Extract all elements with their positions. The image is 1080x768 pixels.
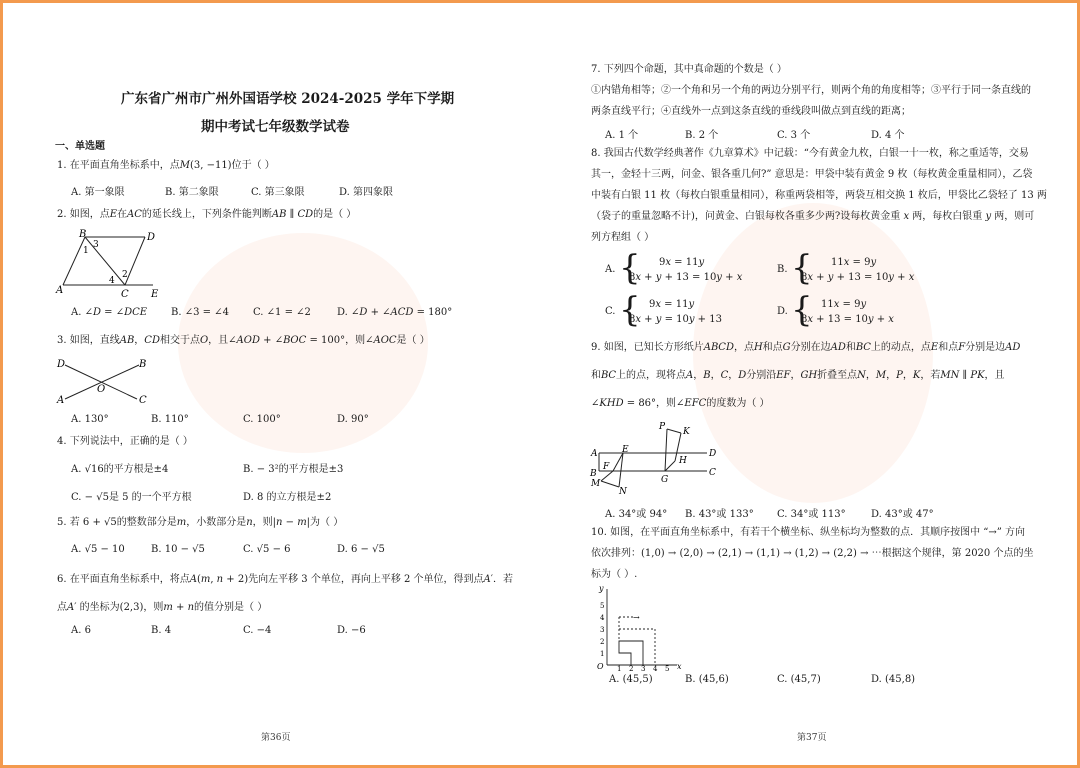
q2-label-2: 2 bbox=[122, 270, 128, 280]
q8-option-b-label: B. bbox=[777, 264, 788, 275]
q9-label-g: G bbox=[661, 475, 669, 485]
q7-option-b: B. 2 个 bbox=[685, 130, 719, 141]
q5-stem: 5. 若 6 + √5的整数部分是𝑚，小数部分是𝑛，则|𝑛 − 𝑚|为（ ） bbox=[57, 517, 344, 528]
q3-option-a: A. 130° bbox=[71, 414, 109, 425]
q8-option-a-eq2: 8𝑥 + 𝑦 + 13 = 10𝑦 + 𝑥 bbox=[629, 272, 743, 283]
q8-option-d-brace: { bbox=[791, 290, 813, 330]
q2-option-c: C. ∠1 = ∠2 bbox=[253, 307, 311, 318]
q9-line1: 9. 如图，已知长方形纸片𝐴𝐵𝐶𝐷，点𝐻和点𝐺分别在边𝐴𝐷和𝐵𝐶上的动点，点𝐸和点𝐹分别是边𝐴𝐷 bbox=[591, 342, 1021, 353]
q5-option-b: B. 10 − √5 bbox=[151, 544, 205, 555]
q2-option-d: D. ∠𝐷 + ∠𝐴𝐶𝐷 = 180° bbox=[337, 307, 453, 318]
page-left bbox=[3, 3, 543, 765]
q9-label-f: F bbox=[603, 462, 610, 472]
q7-line2: 两条直线平行；④直线外一点到这条直线的垂线段叫做点到直线的距离； bbox=[591, 106, 911, 117]
q8-line1: 8. 我国古代数学经典著作《九章算术》中记载：“今有黄金九枚，白银一十一枚，称之重适等，交易 bbox=[591, 148, 1029, 159]
q8-option-d-label: D. bbox=[777, 306, 788, 317]
q3-label-b: B bbox=[139, 359, 147, 370]
q9-line3: ∠𝐾𝐻𝐷 = 86°，则∠𝐸𝐹𝐶的度数为（ ） bbox=[591, 398, 770, 409]
q9-label-a: A bbox=[591, 449, 598, 459]
q9-option-c: C. 34°或 113° bbox=[777, 509, 846, 520]
q10-arrow-icon: → bbox=[633, 613, 640, 622]
q10-label-x: x bbox=[677, 662, 682, 671]
q8-option-b-brace: { bbox=[791, 248, 813, 288]
q9-option-a: A. 34°或 94° bbox=[605, 509, 668, 520]
q7-option-a: A. 1 个 bbox=[605, 130, 639, 141]
q9-label-d: D bbox=[709, 449, 717, 459]
q9-label-n: N bbox=[619, 487, 627, 495]
q10-ytick-2: 2 bbox=[600, 638, 605, 646]
q8-option-d-eq2: 8𝑥 + 13 = 10𝑦 + 𝑥 bbox=[801, 314, 894, 325]
q10-option-b: B. (45,6) bbox=[685, 674, 729, 685]
q10-ytick-3: 3 bbox=[600, 626, 605, 634]
q1-option-a: A. 第一象限 bbox=[71, 187, 125, 198]
q10-xtick-3: 3 bbox=[641, 665, 646, 671]
q10-option-a: A. (45,5) bbox=[609, 674, 653, 685]
q8-line3: 中装有白银 11 枚（每枚白银重量相同），称重两袋相等，两袋互相交换 1 枚后，甲袋比乙袋轻了 13 两 bbox=[591, 190, 1047, 201]
q6-option-d: D. −6 bbox=[337, 625, 366, 636]
q8-option-c-eq1: 9𝑥 = 11𝑦 bbox=[649, 299, 695, 310]
q8-line4: （袋子的重量忽略不计)，问黄金、白银每枚各重多少两?设每枚黄金重 𝑥 两，每枚白银重 𝑦 两，则可 bbox=[591, 211, 1035, 222]
q9-label-e: E bbox=[622, 445, 629, 455]
page-number-right: 第37页 bbox=[797, 733, 827, 743]
q9-figure bbox=[589, 419, 719, 495]
q3-stem: 3. 如图，直线𝐴𝐵，𝐶𝐷相交于点𝑂，且∠𝐴𝑂𝐷 + ∠𝐵𝑂𝐶 = 100°，则∠𝐴𝑂𝐶是（ ） bbox=[57, 335, 430, 346]
q2-label-d: D bbox=[147, 232, 156, 243]
q5-option-d: D. 6 − √5 bbox=[337, 544, 385, 555]
q8-option-b-eq1: 11𝑥 = 9𝑦 bbox=[831, 257, 877, 268]
q6-option-b: B. 4 bbox=[151, 625, 172, 636]
q3-label-a: A bbox=[57, 395, 65, 406]
q1-stem: 1. 在平面直角坐标系中，点𝑀(3, −11)位于（ ） bbox=[57, 160, 275, 171]
q6-option-c: C. −4 bbox=[243, 625, 272, 636]
q1-option-c: C. 第三象限 bbox=[251, 187, 305, 198]
q10-xtick-2: 2 bbox=[629, 665, 634, 671]
q8-option-c-brace: { bbox=[619, 290, 641, 330]
q9-option-b: B. 43°或 133° bbox=[685, 509, 754, 520]
q4-option-a: A. √16的平方根是±4 bbox=[71, 464, 169, 475]
q8-option-a-brace: { bbox=[619, 248, 641, 288]
q8-option-c-eq2: 8𝑥 + 𝑦 = 10𝑦 + 13 bbox=[629, 314, 722, 325]
q10-option-d: D. (45,8) bbox=[871, 674, 916, 685]
q8-option-a-label: A. bbox=[605, 264, 616, 275]
q10-xtick-1: 1 bbox=[617, 665, 622, 671]
q3-figure bbox=[53, 353, 153, 409]
q2-label-4: 4 bbox=[109, 276, 115, 286]
q10-xtick-5: 5 bbox=[665, 665, 670, 671]
q10-xtick-4: 4 bbox=[653, 665, 658, 671]
q2-figure bbox=[53, 227, 173, 299]
q2-label-3: 3 bbox=[93, 240, 99, 250]
q2-option-a: A. ∠𝐷 = ∠𝐷𝐶𝐸 bbox=[71, 307, 148, 318]
q6-stem-line1: 6. 在平面直角坐标系中，将点𝐴(𝑚, 𝑛 + 2)先向左平移 3 个单位，再向上平移 2 个单位，得到点𝐴′．若 bbox=[57, 574, 514, 585]
q3-label-c: C bbox=[139, 395, 147, 406]
q9-label-p: P bbox=[659, 422, 666, 432]
q2-stem: 2. 如图，点𝐸在𝐴𝐶的延长线上，下列条件能判断𝐴𝐵 ∥ 𝐶𝐷的是（ ） bbox=[57, 209, 357, 220]
section-heading: 一、单选题 bbox=[55, 141, 105, 152]
q9-label-m: M bbox=[591, 479, 601, 489]
q8-option-c-label: C. bbox=[605, 306, 616, 317]
q5-option-a: A. √5 − 10 bbox=[71, 544, 125, 555]
q3-option-d: D. 90° bbox=[337, 414, 369, 425]
q3-option-b: B. 110° bbox=[151, 414, 189, 425]
q8-option-b-eq2: 8𝑥 + 𝑦 + 13 = 10𝑦 + 𝑥 bbox=[801, 272, 915, 283]
q6-option-a: A. 6 bbox=[71, 625, 91, 636]
q10-label-o: O bbox=[597, 662, 604, 671]
q10-line1: 10. 如图，在平面直角坐标系中，有若干个横坐标、纵坐标均为整数的点．其顺序按图中 “→” 方向 bbox=[591, 527, 1026, 538]
q7-line1: ①内错角相等；②一个角和另一个角的两边分别平行，则两个角的角度相等；③平行于同一条直线的 bbox=[591, 85, 1031, 96]
q10-ytick-4: 4 bbox=[600, 614, 605, 622]
q10-ytick-5: 5 bbox=[600, 602, 605, 610]
page-right bbox=[543, 3, 1077, 765]
q9-line2: 和𝐵𝐶上的点，现将点𝐴，𝐵，𝐶，𝐷分别沿𝐸𝐹，𝐺𝐻折叠至点𝑁，𝑀，𝑃，𝐾，若𝑀𝑁 ∥ 𝑃𝐾，且 bbox=[591, 370, 1005, 381]
q9-option-d: D. 43°或 47° bbox=[871, 509, 934, 520]
page-number-left: 第36页 bbox=[261, 733, 291, 743]
q4-option-d: D. 8 的立方根是±2 bbox=[243, 492, 332, 503]
q9-label-b: B bbox=[590, 469, 597, 479]
q9-label-k: K bbox=[683, 427, 690, 437]
q4-option-c: C. − √5是 5 的一个平方根 bbox=[71, 492, 192, 503]
q2-label-1: 1 bbox=[83, 246, 89, 256]
exam-title-line1: 广东省广州市广州外国语学校 2024-2025 学年下学期 bbox=[121, 91, 455, 107]
q10-line3: 标为（ ）. bbox=[591, 569, 638, 580]
q10-ytick-1: 1 bbox=[600, 650, 605, 658]
q3-label-o: O bbox=[97, 384, 106, 395]
q7-option-d: D. 4 个 bbox=[871, 130, 905, 141]
q2-label-c: C bbox=[121, 289, 129, 299]
q7-option-c: C. 3 个 bbox=[777, 130, 811, 141]
q10-line2: 依次排列：(1,0) → (2,0) → (2,1) → (1,1) → (1,2) → (2,2) → ⋯根据这个规律，第 2020 个点的坐 bbox=[591, 548, 1034, 559]
q3-label-d: D bbox=[57, 359, 66, 370]
exam-title-line2: 期中考试七年级数学试卷 bbox=[201, 119, 350, 135]
q5-option-c: C. √5 − 6 bbox=[243, 544, 291, 555]
q2-option-b: B. ∠3 = ∠4 bbox=[171, 307, 229, 318]
q2-label-b: B bbox=[79, 229, 87, 240]
q4-option-b: B. − 3²的平方根是±3 bbox=[243, 464, 344, 475]
q10-option-c: C. (45,7) bbox=[777, 674, 821, 685]
q8-line5: 列方程组（ ） bbox=[591, 232, 655, 243]
q9-label-c: C bbox=[709, 468, 716, 478]
q2-label-e: E bbox=[151, 289, 159, 299]
q4-stem: 4. 下列说法中，正确的是（ ） bbox=[57, 436, 193, 447]
q3-option-c: C. 100° bbox=[243, 414, 281, 425]
q1-option-b: B. 第二象限 bbox=[165, 187, 219, 198]
q7-stem: 7. 下列四个命题，其中真命题的个数是（ ） bbox=[591, 64, 787, 75]
q8-option-a-eq1: 9𝑥 = 11𝑦 bbox=[659, 257, 705, 268]
q1-option-d: D. 第四象限 bbox=[339, 187, 394, 198]
q2-label-a: A bbox=[56, 285, 64, 296]
q9-label-h: H bbox=[679, 456, 687, 466]
q8-line2: 其一，金轻十三两，问金、银各重几何?” 意思是：甲袋中装有黄金 9 枚（每枚黄金重量相同），乙袋 bbox=[591, 169, 1033, 180]
q10-label-y: y bbox=[599, 584, 604, 593]
q8-option-d-eq1: 11𝑥 = 9𝑦 bbox=[821, 299, 867, 310]
q10-figure bbox=[591, 583, 687, 671]
q6-stem-line2: 点𝐴′ 的坐标为(2,3)，则𝑚 + 𝑛的值分别是（ ） bbox=[57, 602, 268, 613]
